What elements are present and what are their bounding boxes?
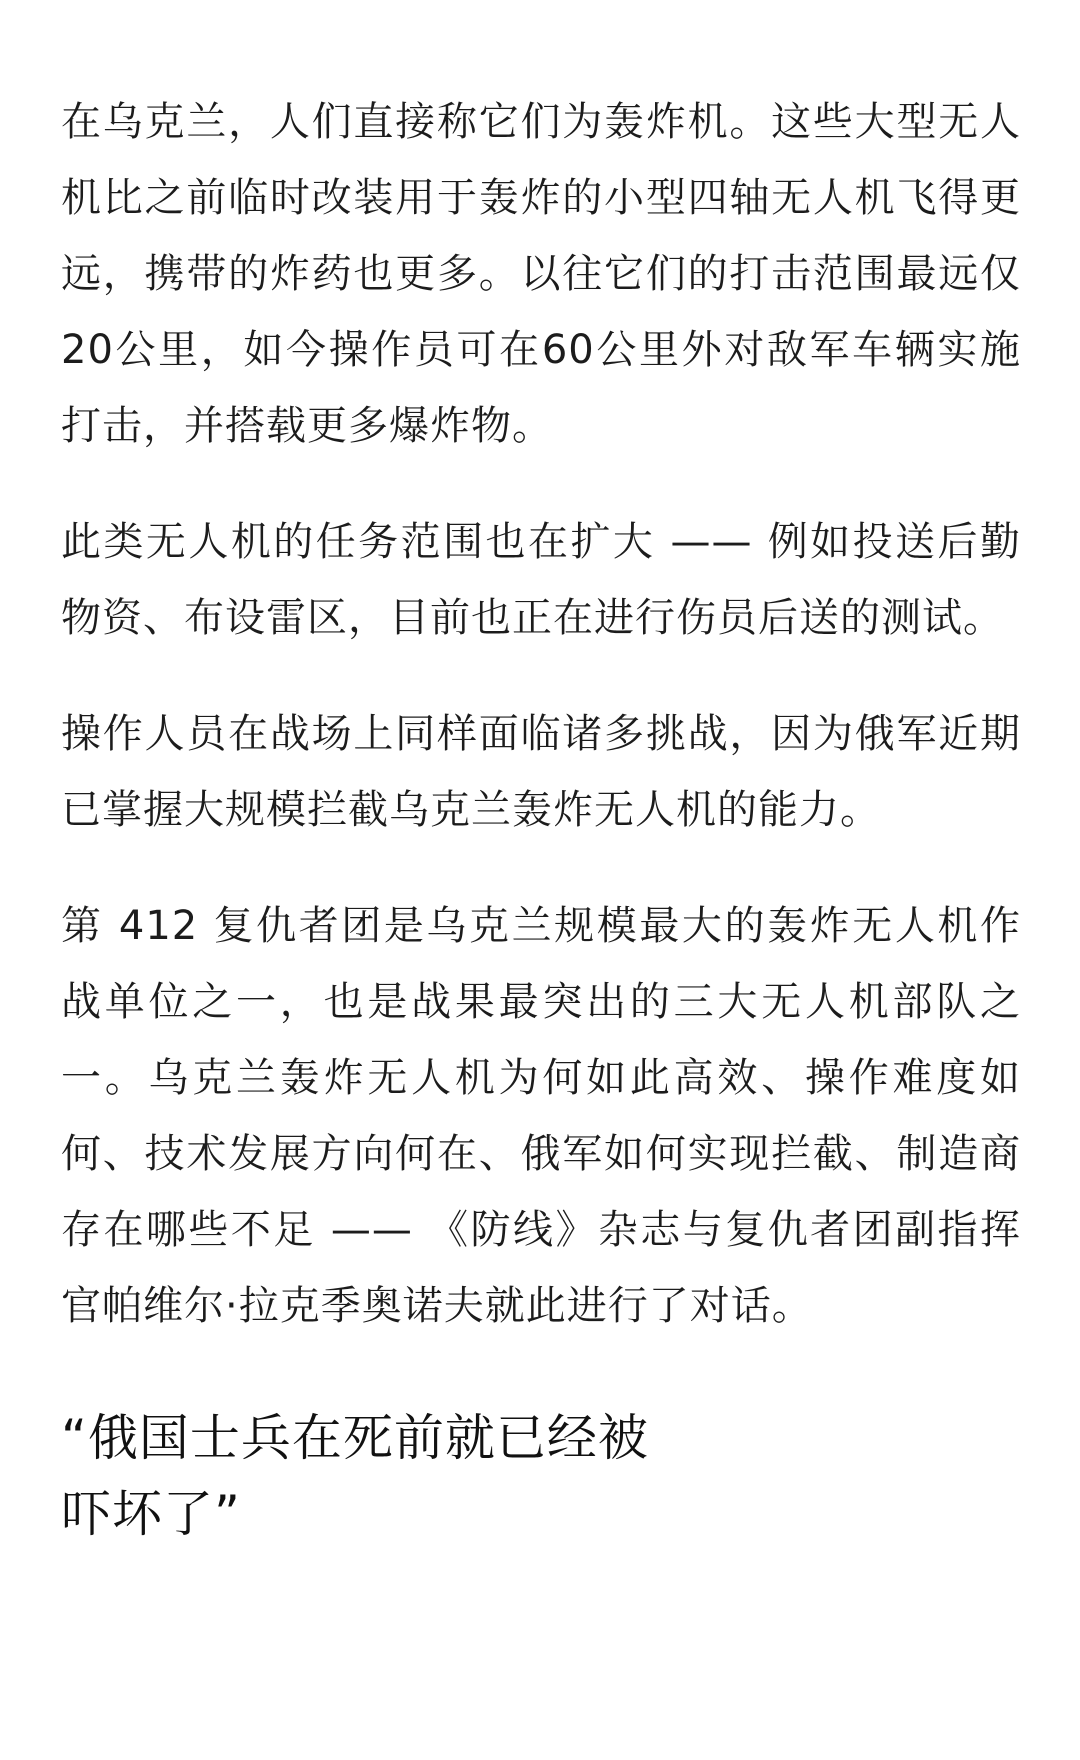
paragraph-challenges: 操作人员在战场上同样面临诸多挑战，因为俄军近期已掌握大规模拦截乌克兰轰炸无人机的能力。 — [61, 711, 1021, 833]
article-body — [61, 84, 1021, 1552]
section-subheading: “俄国士兵在死前就已经被吓坏了” — [61, 1409, 649, 1543]
paragraph-412-regiment: 第 412 复仇者团是乌克兰规模最大的轰炸无人机作战单位之一，也是战果最突出的三大无人机部队之一。乌克兰轰炸无人机为何如此高效、操作难度如何、技术发展方向何在、俄军如何实现拦截、制造商存在哪些不足 —— 《防线》杂志与复仇者团副指挥官帕维尔·拉克季奥诺夫就此进行了对话。 — [61, 903, 1021, 1329]
paragraph-mission-scope: 此类无人机的任务范围也在扩大 —— 例如投送后勤物资、布设雷区，目前也正在进行伤员后送的测试。 — [61, 519, 1021, 641]
paragraph-bomber-drones: 在乌克兰，人们直接称它们为轰炸机。这些大型无人机比之前临时改装用于轰炸的小型四轴无人机飞得更远，携带的炸药也更多。以往它们的打击范围最远仅20公里，如今操作员可在60公里外对敌军车辆实施打击，并搭载更多爆炸物。 — [61, 99, 1021, 449]
